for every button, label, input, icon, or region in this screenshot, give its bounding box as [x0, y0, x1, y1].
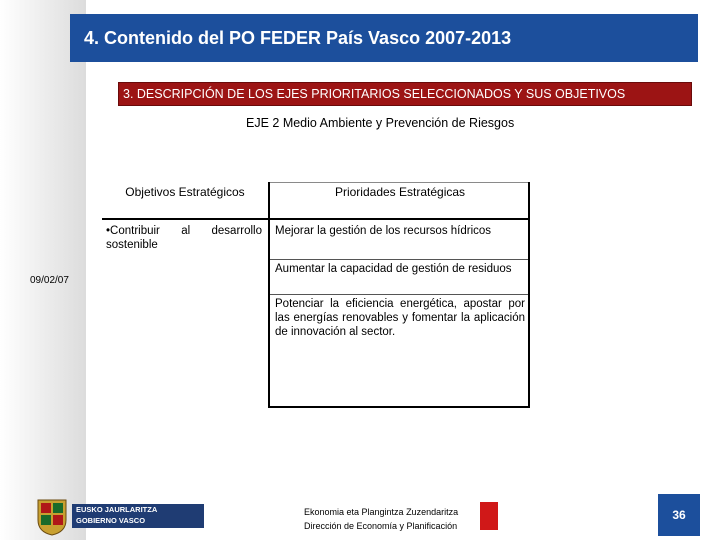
dept-line1: Ekonomia eta Plangintza Zuzendaritza — [304, 507, 459, 517]
table-header-divider — [102, 218, 530, 220]
page-number-box — [658, 494, 700, 536]
table-row-divider — [270, 294, 528, 295]
table-right-border — [528, 182, 530, 408]
logo-line2: GOBIERNO VASCO — [76, 516, 146, 525]
section-title-bar — [118, 82, 692, 106]
page-number: 36 — [672, 508, 686, 522]
logo-line1: EUSKO JAURLARITZA — [76, 505, 158, 514]
prioridad-item: Potenciar la eficiencia energética, apostar por las energías renovables y fomentar la aplicación de innovación al sector. — [275, 298, 525, 338]
table-row-divider — [270, 259, 528, 260]
header-objetivos: Objetivos Estratégicos — [125, 185, 245, 199]
header-prioridades: Prioridades Estratégicas — [334, 185, 466, 199]
logo-text-box — [72, 504, 204, 528]
prioridad-item: Mejorar la gestión de los recursos hídricos — [275, 225, 492, 237]
objectives-table — [102, 182, 530, 408]
prioridad-item: Aumentar la capacidad de gestión de residuos — [275, 263, 512, 275]
gobierno-vasco-logo — [34, 496, 174, 536]
slide-date: 09/02/07 — [30, 275, 69, 286]
eje-title: EJE 2 Medio Ambiente y Prevención de Riesgos — [246, 116, 515, 130]
table-column-divider — [268, 182, 270, 408]
coat-of-arms-icon — [34, 496, 70, 536]
objetivo-item: •Contribuir al desarrollo sostenible — [106, 225, 262, 251]
slide-title: 4. Contenido del PO FEDER País Vasco 2007-2013 — [84, 27, 512, 48]
table-top-border — [268, 182, 530, 183]
dept-line2: Dirección de Economía y Planificación — [304, 521, 458, 531]
slide-title-bar — [70, 14, 698, 62]
footer-department — [304, 505, 458, 533]
section-title: 3. DESCRIPCIÓN DE LOS EJES PRIORITARIOS SELECCIONADOS Y SUS OBJETIVOS — [123, 87, 626, 101]
left-gradient-band — [0, 0, 86, 540]
table-bottom-border — [268, 406, 530, 408]
red-accent-square — [480, 502, 498, 530]
